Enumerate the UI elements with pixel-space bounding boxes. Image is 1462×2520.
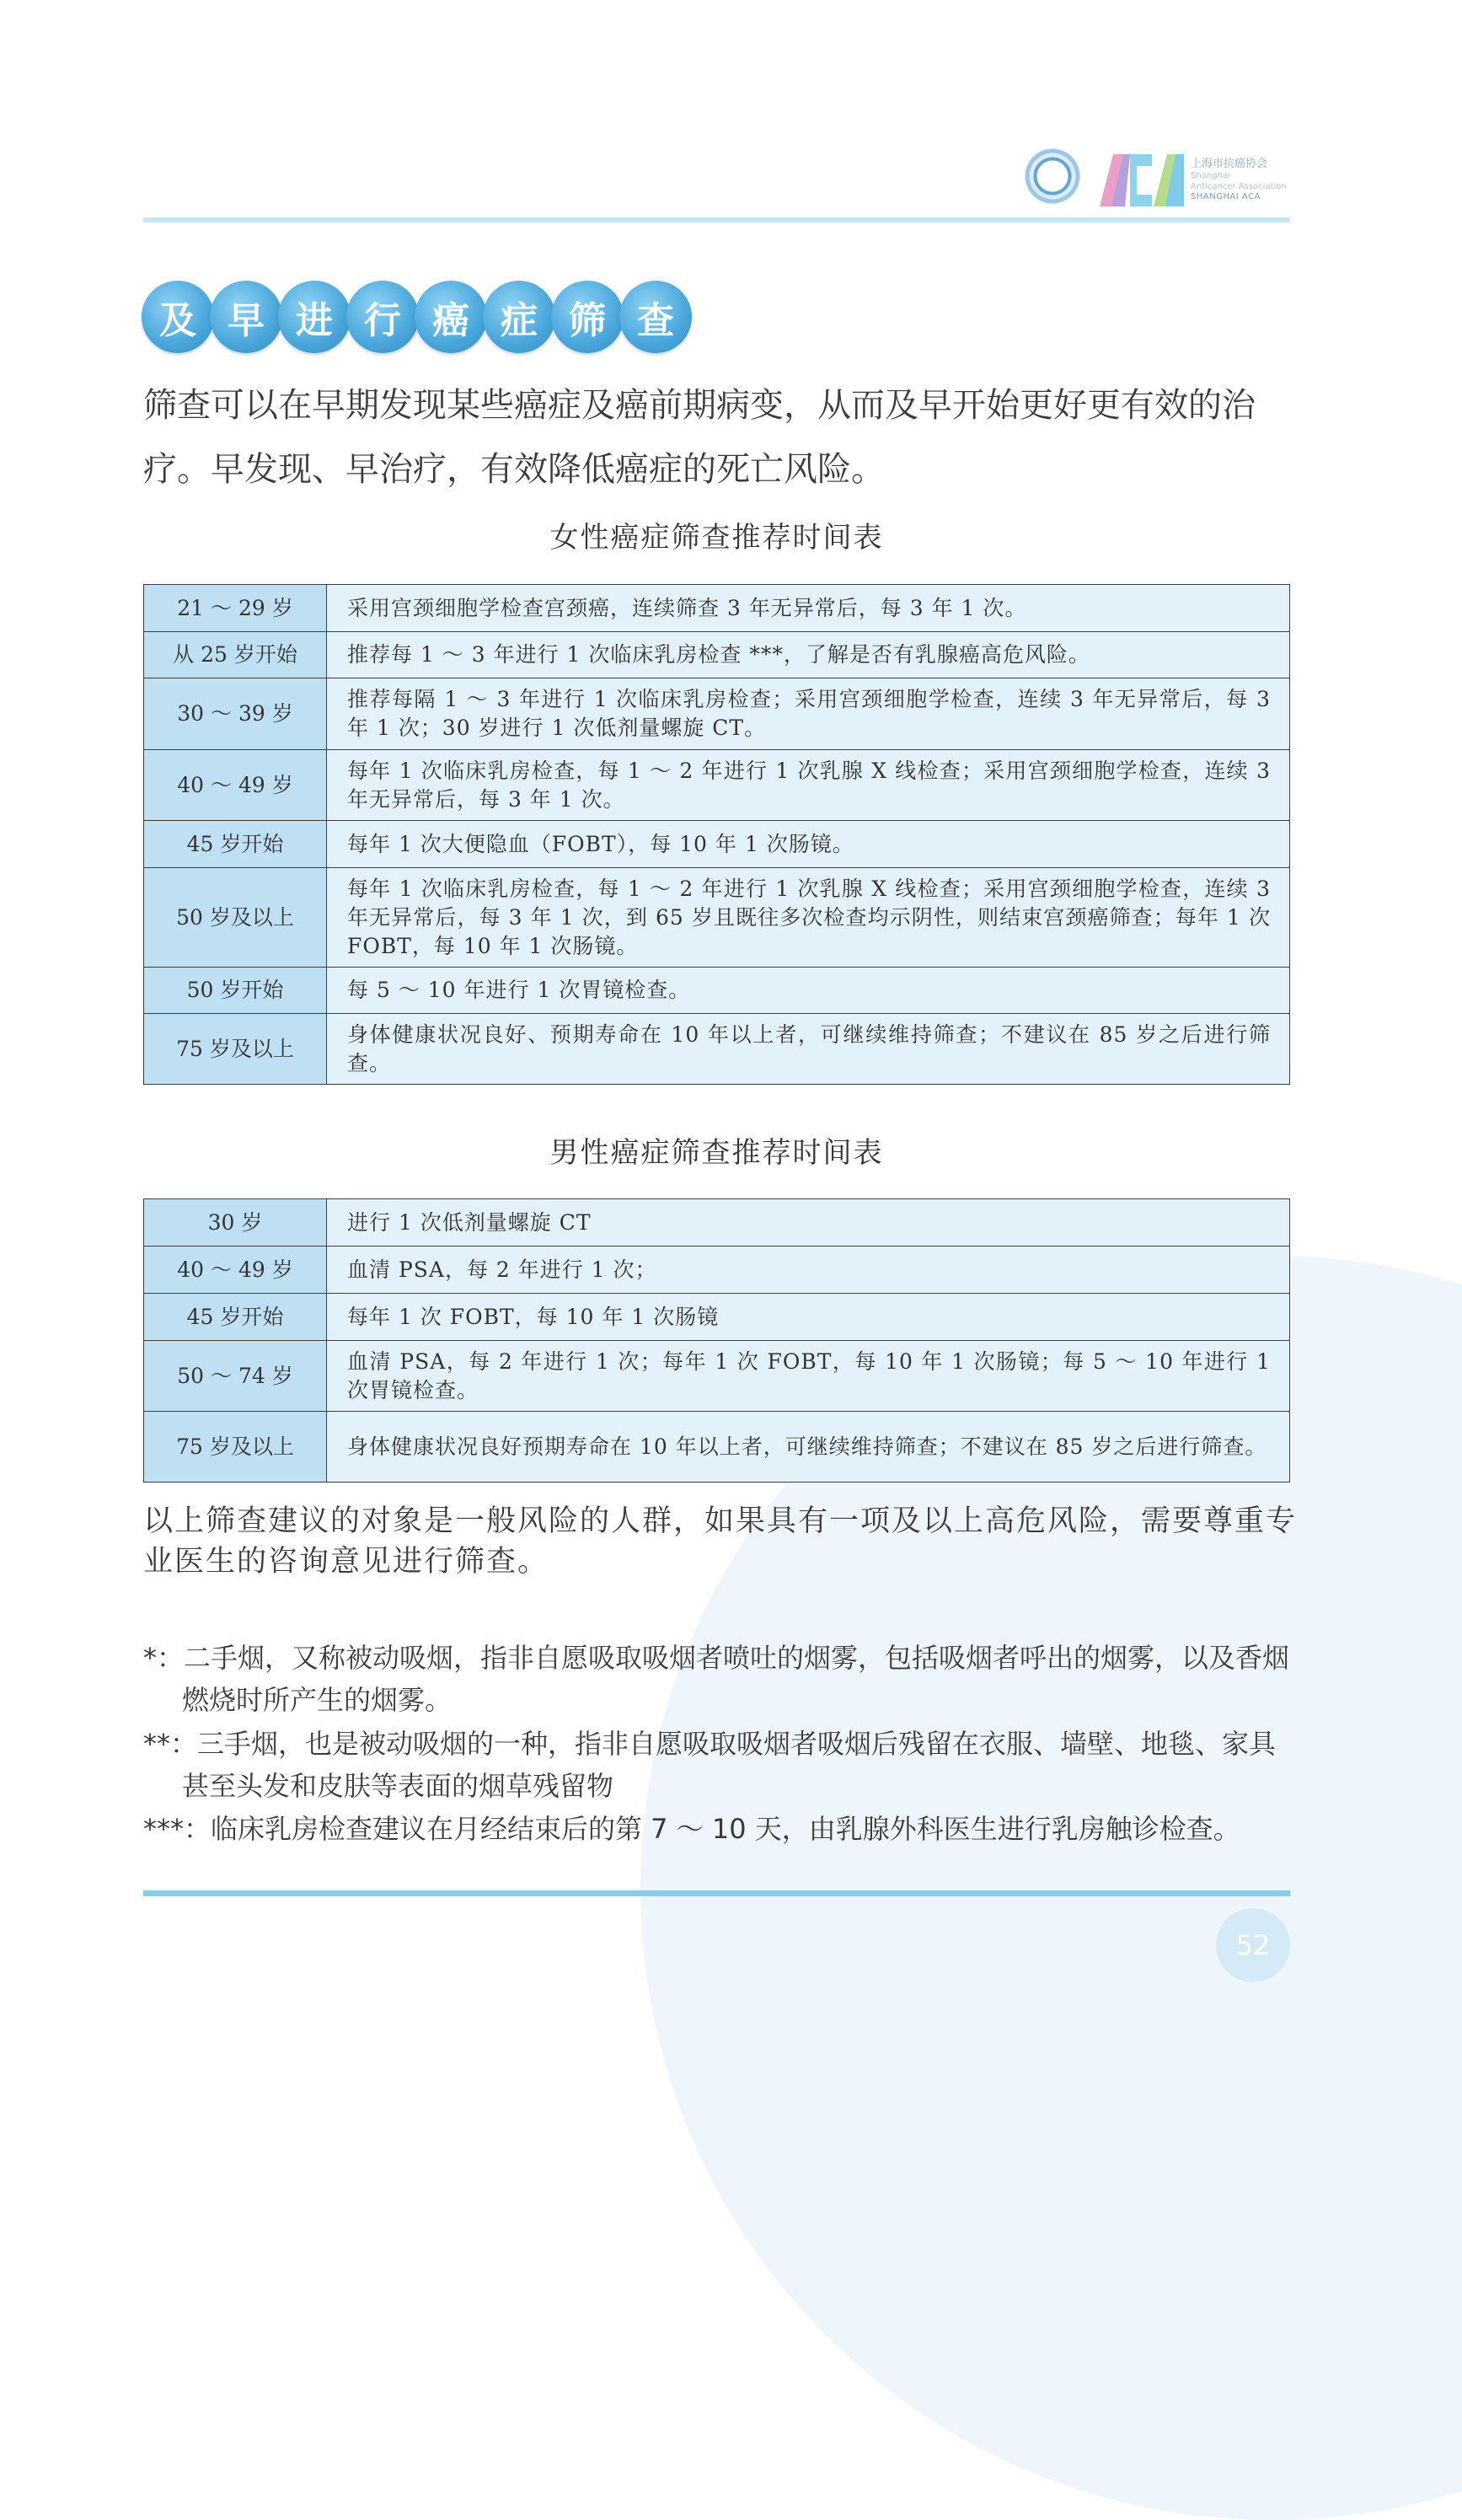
age-cell: 40 ～ 49 岁 [144, 1247, 327, 1294]
table-row [144, 1341, 1290, 1412]
age-cell: 50 岁开始 [144, 968, 327, 1014]
desc-cell: 采用宫颈细胞学检查宫颈癌，连续筛查 3 年无异常后，每 3 年 1 次。 [327, 585, 1290, 632]
association-name-en-2: Anticancer Association [1191, 181, 1287, 191]
table-row [144, 1412, 1290, 1483]
screening-note: 以上筛查建议的对象是一般风险的人群，如果具有一项及以上高危风险，需要尊重专业医生的咨询意见进行筛查。 [143, 1504, 1298, 1579]
desc-cell: 血清 PSA，每 2 年进行 1 次；每年 1 次 FOBT，每 10 年 1 次肠镜；每 5 ～ 10 年进行 1 次胃镜检查。 [327, 1341, 1290, 1412]
desc-cell: 血清 PSA，每 2 年进行 1 次； [327, 1247, 1290, 1294]
aca-logo [1100, 154, 1184, 206]
title-char: 筛 [551, 281, 624, 353]
title-char: 查 [619, 281, 692, 353]
desc-cell: 推荐每隔 1 ～ 3 年进行 1 次临床乳房检查；采用宫颈细胞学检查，连续 3 年无异常后，每 3 年 1 次；30 岁进行 1 次低剂量螺旋 CT。 [327, 678, 1290, 750]
footnote-1-line-1: *：二手烟，又称被动吸烟，指非自愿吸取吸烟者喷吐的烟雾，包括吸烟者呼出的烟雾，以及香烟 [143, 1642, 1290, 1674]
desc-cell: 进行 1 次低剂量螺旋 CT [327, 1199, 1290, 1247]
age-cell: 50 ～ 74 岁 [144, 1341, 327, 1412]
table-row [144, 821, 1290, 868]
age-cell: 30 岁 [144, 1199, 327, 1247]
desc-cell: 每年 1 次大便隐血（FOBT），每 10 年 1 次肠镜。 [327, 821, 1290, 868]
age-cell: 从 25 岁开始 [144, 632, 327, 678]
desc-cell: 每年 1 次 FOBT，每 10 年 1 次肠镜 [327, 1294, 1290, 1341]
desc-cell: 身体健康状况良好、预期寿命在 10 年以上者，可继续维持筛查；不建议在 85 岁之后进行筛查。 [327, 1014, 1290, 1085]
table-row [144, 632, 1290, 678]
table-row [144, 1014, 1290, 1085]
footnote-2 [143, 1723, 1306, 1807]
table-row [144, 868, 1290, 968]
footnote-2-line-1: **：三手烟，也是被动吸烟的一种，指非自愿吸取吸烟者吸烟后残留在衣服、墙壁、地毯、家具 [143, 1728, 1277, 1760]
title-char: 癌 [415, 281, 487, 353]
age-cell: 40 ～ 49 岁 [144, 750, 327, 821]
table-row [144, 585, 1290, 632]
footnote-1-line-2: 燃烧时所产生的烟雾。 [182, 1684, 453, 1716]
table-row [144, 1247, 1290, 1294]
age-cell: 75 岁及以上 [144, 1412, 327, 1483]
footer-rule [143, 1890, 1290, 1896]
table-row [144, 1294, 1290, 1341]
age-cell: 21 ～ 29 岁 [144, 585, 327, 632]
footnote-1 [143, 1637, 1306, 1721]
title-char: 早 [210, 281, 282, 353]
age-cell: 50 岁及以上 [144, 868, 327, 968]
footnote-3 [143, 1808, 1306, 1850]
title-char: 及 [142, 281, 214, 353]
men-screening-table [143, 1198, 1290, 1483]
title-char: 行 [346, 281, 419, 353]
women-table-title: 女性癌症筛查推荐时间表 [549, 521, 884, 555]
desc-cell: 推荐每 1 ～ 3 年进行 1 次临床乳房检查 ***，了解是否有乳腺癌高危风险。 [327, 632, 1290, 678]
desc-cell: 每 5 ～ 10 年进行 1 次胃镜检查。 [327, 968, 1290, 1014]
desc-cell: 每年 1 次临床乳房检查，每 1 ～ 2 年进行 1 次乳腺 X 线检查；采用宫颈细胞学检查，连续 3 年无异常后，每 3 年 1 次。 [327, 750, 1290, 821]
men-table-title: 男性癌症筛查推荐时间表 [549, 1136, 884, 1170]
association-seal-logo [1026, 149, 1079, 203]
table-row [144, 678, 1290, 750]
desc-cell: 每年 1 次临床乳房检查，每 1 ～ 2 年进行 1 次乳腺 X 线检查；采用宫颈细胞学检查，连续 3 年无异常后，每 3 年 1 次，到 65 岁且既往多次检查均示阴性，则结束宫颈癌筛查；每年 1 次 FOBT，每 10 年 1 次肠镜。 [327, 868, 1290, 968]
title-char: 症 [483, 281, 555, 353]
footnote-3-line-1: ***：临床乳房检查建议在月经结束后的第 7 ～ 10 天，由乳腺外科医生进行乳房触诊检查。 [143, 1813, 1240, 1845]
intro-paragraph: 筛查可以在早期发现某些癌症及癌前期病变，从而及早开始更好更有效的治疗。早发现、早治疗，有效降低癌症的死亡风险。 [143, 386, 1256, 489]
header-rule [143, 217, 1290, 223]
age-cell: 45 岁开始 [144, 821, 327, 868]
association-name-cn: 上海市抗癌协会 [1191, 158, 1268, 170]
age-cell: 45 岁开始 [144, 1294, 327, 1341]
table-row [144, 1199, 1290, 1247]
section-title [142, 281, 688, 353]
association-name-en-1: Shanghai [1191, 171, 1230, 181]
age-cell: 30 ～ 39 岁 [144, 678, 327, 750]
page-number: 52 [1216, 1908, 1290, 1982]
table-row [144, 750, 1290, 821]
title-char: 进 [278, 281, 351, 353]
footnote-2-line-2: 甚至头发和皮肤等表面的烟草残留物 [182, 1770, 614, 1802]
association-name [1191, 158, 1296, 203]
desc-cell: 身体健康状况良好预期寿命在 10 年以上者，可继续维持筛查；不建议在 85 岁之后进行筛查。 [327, 1412, 1290, 1483]
women-screening-table [143, 584, 1290, 1085]
table-row [144, 968, 1290, 1014]
association-name-en-3: SHANGHAI ACA [1191, 192, 1261, 202]
age-cell: 75 岁及以上 [144, 1014, 327, 1085]
